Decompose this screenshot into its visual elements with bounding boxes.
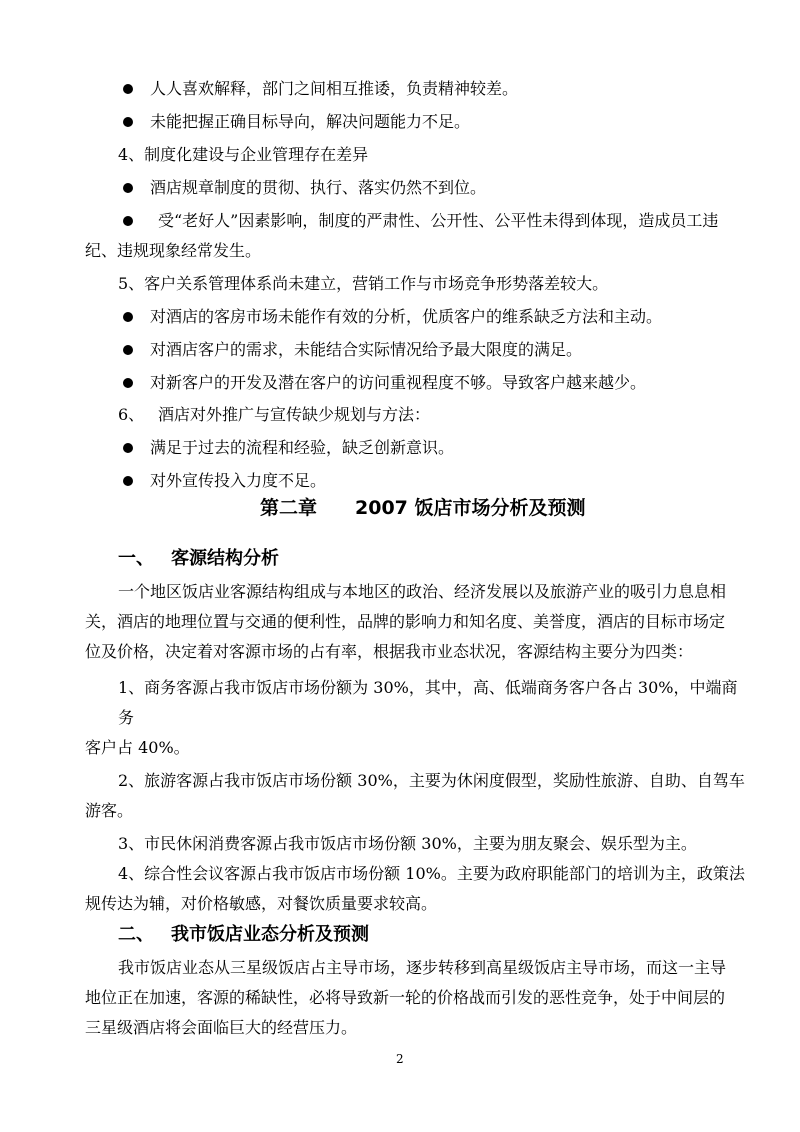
bullet-dot-icon xyxy=(123,345,133,355)
page-number: 2 xyxy=(396,1052,404,1066)
paragraph-line: 一个地区饭店业客源结构组成与本地区的政治、经济发展以及旅游产业的吸引力息息相 xyxy=(118,582,727,601)
list-item-1: 1、商务客源占我市饭店市场份额为 30%，其中，高、低端商务客户各占 30%，中端商 xyxy=(118,678,738,697)
bullet-text: 人人喜欢解释，部门之间相互推诿，负责精神较差。 xyxy=(150,79,519,98)
bullet-text: 对酒店客户的需求，未能结合实际情况给予最大限度的满足。 xyxy=(150,340,583,359)
bullet-dot-icon xyxy=(123,312,133,322)
bullet-text: 满足于过去的流程和经验，缺乏创新意识。 xyxy=(150,438,455,457)
list-item-4: 4、综合性会议客源占我市饭店市场份额 10%。主要为政府职能部门的培训为主，政策法 xyxy=(118,864,745,883)
list-item-2-wrap: 游客。 xyxy=(85,801,134,820)
bullet-dot-icon xyxy=(123,117,133,127)
paragraph-line: 三星级酒店将会面临巨大的经营压力。 xyxy=(85,1018,358,1037)
bullet-text: 酒店规章制度的贯彻、执行、落实仍然不到位。 xyxy=(150,178,487,197)
paragraph-line: 我市饭店业态从三星级饭店占主导市场，逐步转移到高星级饭店主导市场，而这一主导 xyxy=(118,958,727,977)
chapter-title: 2007 饭店市场分析及预测 xyxy=(355,497,586,519)
list-item-1-wrap: 务 xyxy=(118,708,135,727)
bullet-text: 未能把握正确目标导向，解决问题能力不足。 xyxy=(150,112,471,131)
paragraph-line: 地位正在加速，客源的稀缺性，必将导致新一轮的价格战而引发的恶性竞争，处于中间层的 xyxy=(85,988,726,1007)
bullet-text: 受“老好人”因素影响，制度的严肃性、公开性、公平性未得到体现，造成员工违 xyxy=(158,211,719,230)
list-item-1-wrap: 客户占 40%。 xyxy=(85,738,190,757)
bullet-text: 对酒店的客房市场未能作有效的分析，优质客户的维系缺乏方法和主动。 xyxy=(150,307,663,326)
list-item-4-wrap: 规传达为辅，对价格敏感，对餐饮质量要求较高。 xyxy=(85,894,438,913)
bullet-dot-icon xyxy=(123,443,133,453)
chapter-number: 第二章 xyxy=(260,497,318,519)
section-1-title: 客源结构分析 xyxy=(171,548,279,569)
bullet-dot-icon xyxy=(123,84,133,94)
section-2-title: 我市饭店业态分析及预测 xyxy=(171,924,369,945)
list-item-4: 4、制度化建设与企业管理存在差异 xyxy=(118,145,369,164)
bullet-text-continued: 纪、违规现象经常发生。 xyxy=(85,241,262,260)
list-item-3: 3、市民休闲消费客源占我市饭店市场份额 30%，主要为朋友聚会、娱乐型为主。 xyxy=(118,834,697,853)
bullet-dot-icon xyxy=(123,378,133,388)
section-2-number: 二、 xyxy=(118,924,154,945)
list-item-5: 5、客户关系管理体系尚未建立，营销工作与市场竞争形势落差较大。 xyxy=(118,274,609,293)
bullet-dot-icon xyxy=(123,216,133,226)
list-item-6-text: 酒店对外推广与宣传缺少规划与方法： xyxy=(158,405,431,424)
bullet-dot-icon xyxy=(123,183,133,193)
bullet-text: 对外宣传投入力度不足。 xyxy=(150,471,327,490)
section-1-number: 一、 xyxy=(118,548,154,569)
bullet-text: 对新客户的开发及潜在客户的访问重视程度不够。导致客户越来越少。 xyxy=(150,373,647,392)
paragraph-line: 位及价格，决定着对客源市场的占有率，根据我市业态状况，客源结构主要分为四类： xyxy=(85,642,694,661)
list-item-2: 2、旅游客源占我市饭店市场份额 30%，主要为休闲度假型，奖励性旅游、自助、自驾车 xyxy=(118,771,745,790)
list-item-6-number: 6、 xyxy=(118,405,145,424)
paragraph-line: 关，酒店的地理位置与交通的便利性，品牌的影响力和知名度、美誉度，酒店的目标市场定 xyxy=(85,612,726,631)
bullet-dot-icon xyxy=(123,476,133,486)
